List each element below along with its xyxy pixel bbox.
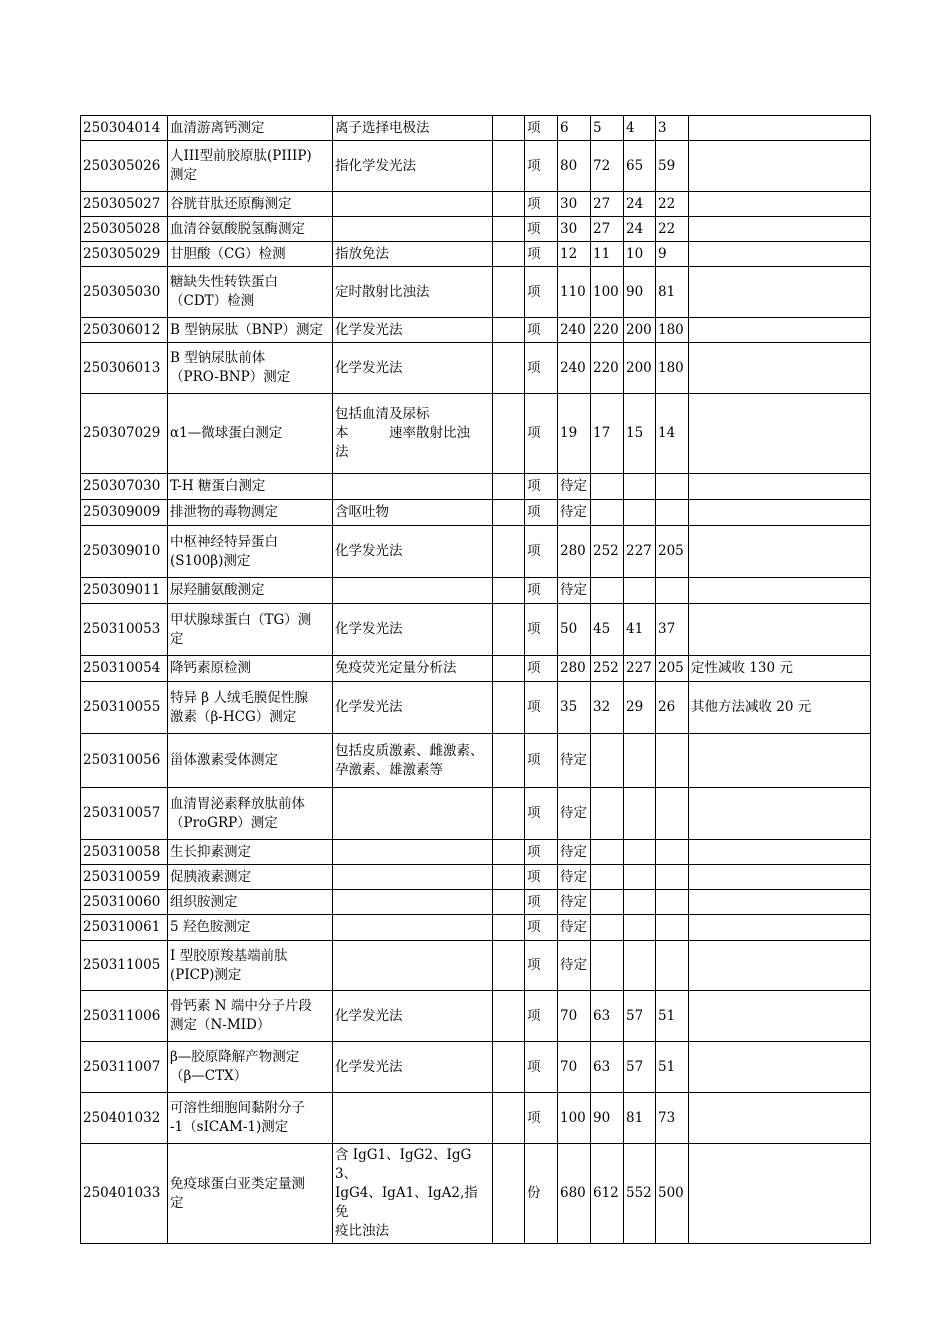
unit-cell: 项	[525, 141, 558, 192]
price-cell: 待定	[558, 474, 591, 500]
item-name-cell: 中枢神经特异蛋白 (S100β)测定	[168, 526, 333, 578]
price-cell: 待定	[558, 890, 591, 915]
price-cell	[624, 578, 656, 604]
code-cell: 250304014	[81, 116, 168, 141]
table-row	[81, 682, 871, 734]
code-cell: 250306012	[81, 318, 168, 343]
item-name-cell: 血清谷氨酸脱氢酶测定	[168, 217, 333, 242]
unit-cell: 项	[525, 1042, 558, 1093]
code-cell: 250310056	[81, 734, 168, 788]
remark-cell	[689, 526, 871, 578]
code-cell: 250311007	[81, 1042, 168, 1093]
blank-cell	[493, 318, 525, 343]
price-cell	[624, 941, 656, 991]
price-cell: 100	[558, 1093, 591, 1144]
remark-cell	[689, 734, 871, 788]
price-cell: 30	[558, 192, 591, 217]
unit-cell: 项	[525, 318, 558, 343]
item-name-cell: 甘胆酸（CG）检测	[168, 242, 333, 267]
unit-cell: 项	[525, 788, 558, 840]
price-cell: 80	[558, 141, 591, 192]
remark-cell	[689, 474, 871, 500]
price-cell: 4	[624, 116, 656, 141]
table-row	[81, 865, 871, 890]
price-cell: 63	[591, 1042, 624, 1093]
remark-cell	[689, 192, 871, 217]
item-name-cell: 5 羟色胺测定	[168, 915, 333, 941]
code-cell: 250309011	[81, 578, 168, 604]
unit-cell: 项	[525, 474, 558, 500]
price-cell: 待定	[558, 500, 591, 526]
table-row	[81, 604, 871, 656]
item-name-cell: B 型钠尿肽（BNP）测定	[168, 318, 333, 343]
note-cell: 指放免法	[333, 242, 493, 267]
price-cell: 32	[591, 682, 624, 734]
code-cell: 250401032	[81, 1093, 168, 1144]
price-cell: 180	[656, 318, 689, 343]
code-cell: 250310053	[81, 604, 168, 656]
code-cell: 250306013	[81, 343, 168, 394]
unit-cell: 项	[525, 526, 558, 578]
table-row	[81, 526, 871, 578]
remark-cell	[689, 343, 871, 394]
price-cell: 220	[591, 343, 624, 394]
price-cell: 205	[656, 656, 689, 682]
blank-cell	[493, 915, 525, 941]
note-cell: 包括血清及尿标 本 速率散射比浊 法	[333, 394, 493, 474]
price-cell: 57	[624, 1042, 656, 1093]
price-cell: 552	[624, 1144, 656, 1244]
price-cell: 227	[624, 656, 656, 682]
note-cell: 含呕吐物	[333, 500, 493, 526]
code-cell: 250305027	[81, 192, 168, 217]
item-name-cell: 可溶性细胞间黏附分子 -1（sICAM-1)测定	[168, 1093, 333, 1144]
unit-cell: 项	[525, 656, 558, 682]
remark-cell	[689, 865, 871, 890]
price-cell: 200	[624, 343, 656, 394]
price-cell: 500	[656, 1144, 689, 1244]
blank-cell	[493, 788, 525, 840]
price-cell	[624, 788, 656, 840]
table-row	[81, 1144, 871, 1244]
note-cell: 化学发光法	[333, 1042, 493, 1093]
note-cell	[333, 941, 493, 991]
price-cell: 205	[656, 526, 689, 578]
item-name-cell: 特异 β 人绒毛膜促性腺 激素（β-HCG）测定	[168, 682, 333, 734]
blank-cell	[493, 474, 525, 500]
table-row	[81, 242, 871, 267]
table-row	[81, 941, 871, 991]
unit-cell: 项	[525, 865, 558, 890]
blank-cell	[493, 1144, 525, 1244]
blank-cell	[493, 865, 525, 890]
item-name-cell: 降钙素原检测	[168, 656, 333, 682]
price-cell: 51	[656, 991, 689, 1042]
item-name-cell: I 型胶原羧基端前肽 (PICP)测定	[168, 941, 333, 991]
note-cell	[333, 788, 493, 840]
blank-cell	[493, 941, 525, 991]
price-cell	[656, 500, 689, 526]
blank-cell	[493, 526, 525, 578]
remark-cell	[689, 242, 871, 267]
price-cell	[591, 734, 624, 788]
note-cell: 离子选择电极法	[333, 116, 493, 141]
price-cell: 3	[656, 116, 689, 141]
blank-cell	[493, 500, 525, 526]
remark-cell	[689, 915, 871, 941]
unit-cell: 项	[525, 116, 558, 141]
unit-cell: 项	[525, 604, 558, 656]
code-cell: 250305029	[81, 242, 168, 267]
price-cell: 72	[591, 141, 624, 192]
blank-cell	[493, 1042, 525, 1093]
code-cell: 250310057	[81, 788, 168, 840]
item-name-cell: 骨钙素 N 端中分子片段 测定（N-MID）	[168, 991, 333, 1042]
item-name-cell: 甾体激素受体测定	[168, 734, 333, 788]
price-cell	[624, 734, 656, 788]
remark-cell	[689, 991, 871, 1042]
table-body	[81, 116, 871, 1244]
price-cell: 26	[656, 682, 689, 734]
price-cell	[656, 734, 689, 788]
remark-cell	[689, 318, 871, 343]
table-row	[81, 116, 871, 141]
price-cell	[624, 840, 656, 865]
code-cell: 250310060	[81, 890, 168, 915]
price-cell	[656, 788, 689, 840]
price-cell: 12	[558, 242, 591, 267]
price-cell: 110	[558, 267, 591, 318]
unit-cell: 项	[525, 578, 558, 604]
blank-cell	[493, 116, 525, 141]
price-cell: 24	[624, 192, 656, 217]
item-name-cell: 组织胺测定	[168, 890, 333, 915]
item-name-cell: 促胰液素测定	[168, 865, 333, 890]
blank-cell	[493, 840, 525, 865]
price-cell: 70	[558, 1042, 591, 1093]
price-cell: 24	[624, 217, 656, 242]
price-cell: 22	[656, 217, 689, 242]
price-cell: 680	[558, 1144, 591, 1244]
note-cell	[333, 890, 493, 915]
price-cell	[591, 578, 624, 604]
remark-cell: 定性减收 130 元	[689, 656, 871, 682]
code-cell: 250307030	[81, 474, 168, 500]
price-cell	[591, 941, 624, 991]
table-row	[81, 578, 871, 604]
unit-cell: 项	[525, 217, 558, 242]
item-name-cell: 甲状腺球蛋白（TG）测 定	[168, 604, 333, 656]
price-cell: 35	[558, 682, 591, 734]
remark-cell: 其他方法减收 20 元	[689, 682, 871, 734]
blank-cell	[493, 141, 525, 192]
price-cell: 9	[656, 242, 689, 267]
item-name-cell: 尿羟脯氨酸测定	[168, 578, 333, 604]
remark-cell	[689, 1042, 871, 1093]
blank-cell	[493, 1093, 525, 1144]
code-cell: 250305028	[81, 217, 168, 242]
blank-cell	[493, 578, 525, 604]
unit-cell: 项	[525, 242, 558, 267]
price-cell	[656, 915, 689, 941]
price-cell	[656, 840, 689, 865]
price-cell	[591, 890, 624, 915]
item-name-cell: 人III型前胶原肽(PIIIP) 测定	[168, 141, 333, 192]
note-cell	[333, 840, 493, 865]
item-name-cell: T-H 糖蛋白测定	[168, 474, 333, 500]
note-cell: 化学发光法	[333, 604, 493, 656]
price-cell: 50	[558, 604, 591, 656]
unit-cell: 项	[525, 394, 558, 474]
code-cell: 250310055	[81, 682, 168, 734]
price-cell: 240	[558, 318, 591, 343]
price-cell: 240	[558, 343, 591, 394]
price-cell: 6	[558, 116, 591, 141]
table-row	[81, 915, 871, 941]
unit-cell: 项	[525, 890, 558, 915]
price-cell: 65	[624, 141, 656, 192]
price-cell	[591, 474, 624, 500]
item-name-cell: B 型钠尿肽前体 （PRO-BNP）测定	[168, 343, 333, 394]
unit-cell: 项	[525, 500, 558, 526]
price-cell: 5	[591, 116, 624, 141]
item-name-cell: 糖缺失性转铁蛋白 （CDT）检测	[168, 267, 333, 318]
table-row	[81, 788, 871, 840]
price-cell: 59	[656, 141, 689, 192]
blank-cell	[493, 991, 525, 1042]
fee-schedule-table	[80, 115, 871, 1244]
price-cell: 280	[558, 526, 591, 578]
code-cell: 250310059	[81, 865, 168, 890]
remark-cell	[689, 141, 871, 192]
table-row	[81, 500, 871, 526]
price-cell	[591, 865, 624, 890]
table-row	[81, 1042, 871, 1093]
blank-cell	[493, 604, 525, 656]
blank-cell	[493, 242, 525, 267]
table-row	[81, 1093, 871, 1144]
code-cell: 250305030	[81, 267, 168, 318]
table-row	[81, 734, 871, 788]
table-row	[81, 840, 871, 865]
item-name-cell: α1—微球蛋白测定	[168, 394, 333, 474]
price-cell: 63	[591, 991, 624, 1042]
price-cell: 41	[624, 604, 656, 656]
item-name-cell: 免疫球蛋白亚类定量测 定	[168, 1144, 333, 1244]
price-cell: 57	[624, 991, 656, 1042]
note-cell: 指化学发光法	[333, 141, 493, 192]
price-cell: 227	[624, 526, 656, 578]
code-cell: 250401033	[81, 1144, 168, 1244]
price-cell: 51	[656, 1042, 689, 1093]
price-cell: 待定	[558, 941, 591, 991]
price-cell	[624, 500, 656, 526]
price-cell	[656, 865, 689, 890]
price-cell: 27	[591, 192, 624, 217]
price-cell	[591, 915, 624, 941]
table-row	[81, 474, 871, 500]
note-cell: 化学发光法	[333, 526, 493, 578]
unit-cell: 项	[525, 915, 558, 941]
price-cell: 612	[591, 1144, 624, 1244]
price-cell: 10	[624, 242, 656, 267]
unit-cell: 份	[525, 1144, 558, 1244]
price-cell: 待定	[558, 788, 591, 840]
remark-cell	[689, 267, 871, 318]
note-cell: 包括皮质激素、雌激素、 孕激素、雄激素等	[333, 734, 493, 788]
table-row	[81, 318, 871, 343]
price-cell	[591, 500, 624, 526]
unit-cell: 项	[525, 343, 558, 394]
price-cell: 17	[591, 394, 624, 474]
code-cell: 250310058	[81, 840, 168, 865]
unit-cell: 项	[525, 267, 558, 318]
price-cell	[624, 474, 656, 500]
price-cell: 220	[591, 318, 624, 343]
unit-cell: 项	[525, 991, 558, 1042]
blank-cell	[493, 656, 525, 682]
blank-cell	[493, 394, 525, 474]
price-cell	[656, 474, 689, 500]
blank-cell	[493, 217, 525, 242]
code-cell: 250309009	[81, 500, 168, 526]
price-cell: 待定	[558, 915, 591, 941]
table-row	[81, 217, 871, 242]
price-cell	[624, 915, 656, 941]
price-cell	[591, 788, 624, 840]
note-cell: 定时散射比浊法	[333, 267, 493, 318]
table-row	[81, 192, 871, 217]
remark-cell	[689, 1144, 871, 1244]
price-cell: 37	[656, 604, 689, 656]
price-cell: 70	[558, 991, 591, 1042]
unit-cell: 项	[525, 840, 558, 865]
item-name-cell: 排泄物的毒物测定	[168, 500, 333, 526]
code-cell: 250310061	[81, 915, 168, 941]
note-cell: 化学发光法	[333, 343, 493, 394]
remark-cell	[689, 840, 871, 865]
unit-cell: 项	[525, 192, 558, 217]
price-cell: 90	[591, 1093, 624, 1144]
code-cell: 250310054	[81, 656, 168, 682]
note-cell	[333, 192, 493, 217]
note-cell: 化学发光法	[333, 318, 493, 343]
price-cell: 11	[591, 242, 624, 267]
remark-cell	[689, 116, 871, 141]
price-cell: 27	[591, 217, 624, 242]
blank-cell	[493, 682, 525, 734]
remark-cell	[689, 604, 871, 656]
blank-cell	[493, 343, 525, 394]
price-cell: 待定	[558, 578, 591, 604]
price-cell	[656, 941, 689, 991]
code-cell: 250307029	[81, 394, 168, 474]
price-cell: 45	[591, 604, 624, 656]
item-name-cell: 谷胱苷肽还原酶测定	[168, 192, 333, 217]
note-cell	[333, 1093, 493, 1144]
remark-cell	[689, 217, 871, 242]
price-cell: 14	[656, 394, 689, 474]
remark-cell	[689, 890, 871, 915]
blank-cell	[493, 890, 525, 915]
item-name-cell: 血清游离钙测定	[168, 116, 333, 141]
price-cell: 200	[624, 318, 656, 343]
price-cell	[624, 865, 656, 890]
price-cell: 180	[656, 343, 689, 394]
item-name-cell: 生长抑素测定	[168, 840, 333, 865]
price-cell	[591, 840, 624, 865]
remark-cell	[689, 1093, 871, 1144]
table-row	[81, 394, 871, 474]
price-cell: 73	[656, 1093, 689, 1144]
table-row	[81, 343, 871, 394]
note-cell	[333, 578, 493, 604]
note-cell	[333, 474, 493, 500]
price-cell: 待定	[558, 865, 591, 890]
price-cell: 81	[624, 1093, 656, 1144]
item-name-cell: β—胶原降解产物测定 （β—CTX）	[168, 1042, 333, 1093]
unit-cell: 项	[525, 941, 558, 991]
code-cell: 250311006	[81, 991, 168, 1042]
note-cell: 化学发光法	[333, 991, 493, 1042]
unit-cell: 项	[525, 734, 558, 788]
price-cell: 252	[591, 656, 624, 682]
note-cell: 含 IgG1、IgG2、IgG3、 IgG4、IgA1、IgA2,指免 疫比浊法	[333, 1144, 493, 1244]
note-cell: 化学发光法	[333, 682, 493, 734]
note-cell	[333, 217, 493, 242]
remark-cell	[689, 500, 871, 526]
price-cell: 81	[656, 267, 689, 318]
price-cell	[656, 890, 689, 915]
unit-cell: 项	[525, 1093, 558, 1144]
note-cell	[333, 865, 493, 890]
remark-cell	[689, 941, 871, 991]
price-cell: 待定	[558, 840, 591, 865]
price-cell: 19	[558, 394, 591, 474]
blank-cell	[493, 192, 525, 217]
price-cell: 252	[591, 526, 624, 578]
code-cell: 250311005	[81, 941, 168, 991]
table-row	[81, 890, 871, 915]
blank-cell	[493, 734, 525, 788]
price-cell: 280	[558, 656, 591, 682]
code-cell: 250309010	[81, 526, 168, 578]
price-cell	[624, 890, 656, 915]
item-name-cell: 血清胃泌素释放肽前体 （ProGRP）测定	[168, 788, 333, 840]
table-row	[81, 991, 871, 1042]
code-cell: 250305026	[81, 141, 168, 192]
remark-cell	[689, 394, 871, 474]
price-cell	[656, 578, 689, 604]
price-cell: 15	[624, 394, 656, 474]
price-cell: 29	[624, 682, 656, 734]
note-cell: 免疫荧光定量分析法	[333, 656, 493, 682]
table-row	[81, 656, 871, 682]
note-cell	[333, 915, 493, 941]
price-cell: 30	[558, 217, 591, 242]
price-cell: 待定	[558, 734, 591, 788]
unit-cell: 项	[525, 682, 558, 734]
price-cell: 22	[656, 192, 689, 217]
remark-cell	[689, 578, 871, 604]
table-row	[81, 267, 871, 318]
price-cell: 100	[591, 267, 624, 318]
blank-cell	[493, 267, 525, 318]
remark-cell	[689, 788, 871, 840]
table-row	[81, 141, 871, 192]
price-cell: 90	[624, 267, 656, 318]
